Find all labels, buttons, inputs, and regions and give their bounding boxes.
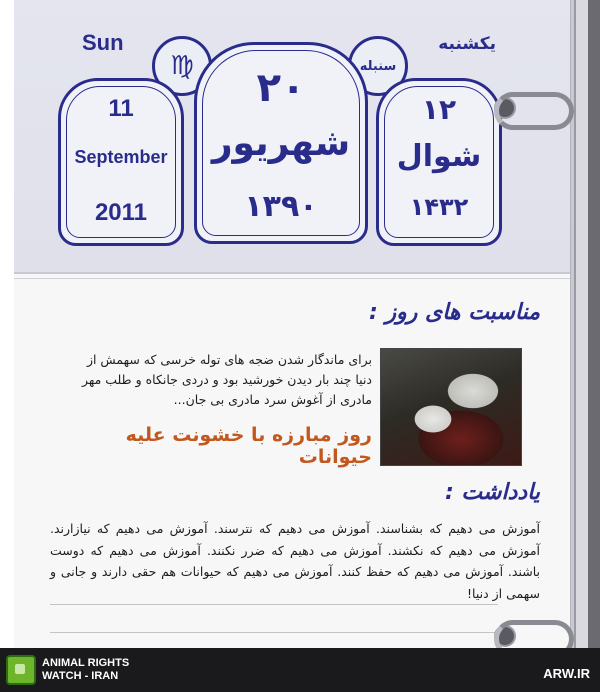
- gregorian-date-arch: [58, 78, 184, 246]
- solar-date-arch: [194, 42, 368, 244]
- arw-logo-icon: [6, 655, 36, 685]
- binder-ring-icon: [494, 92, 574, 130]
- date-header: [14, 0, 570, 274]
- occasion-title: روز مبارزه با خشونت علیه حیوانات: [125, 424, 372, 468]
- gregorian-month: September: [74, 147, 168, 167]
- zodiac-name-badge: سنبله: [348, 36, 408, 96]
- notes-body: آموزش می دهیم که بشناسند. آموزش می دهیم که نترسند. آموزش می دهیم که نیازارند. آموزش می دهیم که نکشند. آموزش می دهیم که ضرر نکنند. آموزش می دهیم که دوست باشند. آموزش می دهیم که حفظ کنند. آموزش می دهیم که حیوانات هم حقی دارند و جانی و سهمی از دنیا!: [50, 521, 540, 601]
- gregorian-year: 2011: [94, 199, 148, 226]
- note-rule: [50, 632, 498, 633]
- site-url: ARW.IR: [543, 666, 590, 681]
- notes-heading: یادداشت :: [444, 480, 540, 505]
- bear-cub-photo: [380, 348, 522, 466]
- note-rule: [50, 604, 498, 605]
- occasions-heading: مناسبت های روز :: [369, 300, 540, 325]
- solar-year: ۱۳۹۰: [244, 189, 318, 224]
- logo-line-2: WATCH - IRAN: [42, 670, 119, 682]
- lunar-day: ۱۲: [421, 93, 457, 126]
- weekday-english: Sun: [82, 30, 124, 55]
- divider: [14, 278, 570, 279]
- solar-month: شهریور: [211, 123, 351, 164]
- lunar-month: شوال: [396, 139, 482, 174]
- zodiac-virgo-icon: ♍: [152, 36, 212, 96]
- logo-line-1: ANIMAL RIGHTS: [42, 657, 130, 669]
- solar-day: ۲۰: [256, 65, 306, 111]
- gregorian-day: 11: [108, 95, 134, 122]
- weekday-persian: یکشنبه: [438, 34, 496, 54]
- lunar-date-arch: [376, 78, 502, 246]
- lunar-year: ۱۴۳۲: [409, 193, 469, 221]
- arw-logo: [6, 656, 129, 684]
- occasion-description: برای ماندگار شدن ضجه های توله خرسی که سهمش از دنیا چند بار دیدن خورشید بود و دردی جانکاه و طلب مهر مادری از آغوش سرد مادری بی جان...: [81, 352, 372, 407]
